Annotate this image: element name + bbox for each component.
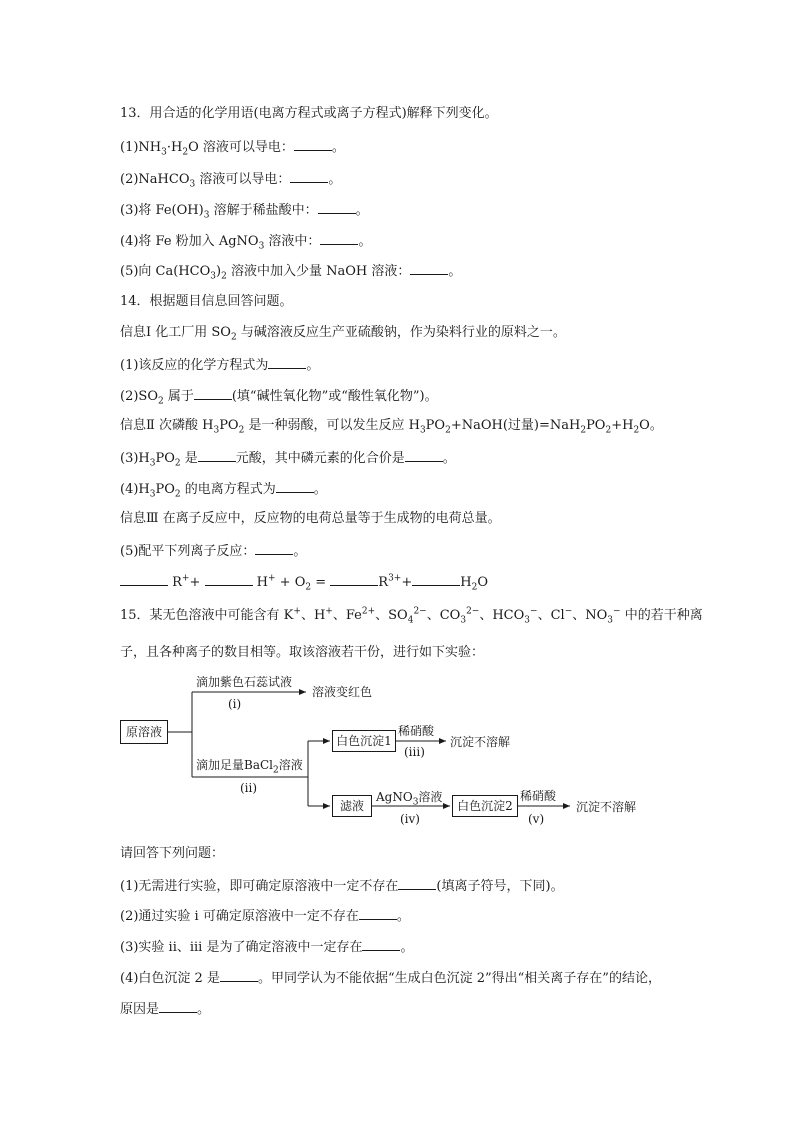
q14-info1: 信息Ⅰ 化工厂用 $SO_2$ 与碱溶液反应生产亚硫酸钠，作为染料行业的原料之一。 [120,325,566,343]
answer-blank[interactable] [255,542,293,555]
turns-red-label: 溶液变红色 [312,685,373,699]
answer-blank[interactable] [276,480,314,493]
q14-part1: (1)该反应的化学方程式为 。 [120,358,320,373]
answer-blank[interactable] [405,449,443,462]
answer-blank[interactable] [318,201,356,214]
insoluble-1-label: 沉淀不溶解 [450,735,511,749]
white-precipitate-2-box: 白色沉淀2 [452,795,518,817]
answer-blank[interactable] [220,969,258,982]
answer-blank[interactable] [294,138,332,151]
answer-blank[interactable] [398,877,436,890]
answer-blank[interactable] [290,170,328,183]
step-i-label: (i) [228,697,242,711]
q13-part4: (4)将 Fe 粉加入 AgNO$_3$ 溶液中： 。 [120,234,372,252]
add-litmus-label: 滴加紫色石蕊试液 [196,675,293,689]
answer-blank[interactable] [330,573,378,586]
q15-part4-line2: 原因是 。 [120,1002,211,1017]
q14-info3: 信息Ⅲ 在离子反应中，反应物的电荷总量等于生成物的电荷总量。 [120,511,501,526]
q15-ask: 请回答下列问题： [120,846,225,861]
q14-part4: $(4)H_3PO_2$ 的电离方程式为 。 [120,482,327,500]
answer-blank[interactable] [194,387,232,400]
answer-blank[interactable] [412,573,460,586]
q13-part2: (2)NaHCO$_3$ 溶液可以导电： 。 [120,172,342,190]
agno3-solution-label: AgNO$_3$溶液 [376,790,443,808]
q15-stem-line1: 15．某无色溶液中可能含有 K+、H+、$Fe^{2+}$、$SO_4^{2-}$、$CO_3^{2-}$、$HCO_3^-$、Cl−、$NO_3^-$ 中的若干种离 [120,606,703,626]
dilute-nitric-acid-2-label: 稀硝酸 [520,789,557,803]
q14-part3: $(3)H_3PO_2$ 是 元酸，其中磷元素的化合价是 。 [120,451,456,469]
add-bacl2-label: 滴加足量BaCl$_2$溶液 [196,758,303,776]
answer-blank[interactable] [359,907,397,920]
q15-part2: (2)通过实验 i 可确定原溶液中一定不存在 。 [120,909,410,924]
answer-blank[interactable] [268,356,306,369]
answer-blank[interactable] [410,262,448,275]
q14-info2: 信息Ⅱ 次磷酸 $H_3PO_2$ 是一种弱酸，可以发生反应 $H_3PO_2+NaOH$(过量)$=NaH_2PO_2+H_2O$。 [120,418,663,436]
q13-part3: (3)将 $Fe(OH)_3$ 溶解于稀盐酸中： 。 [120,203,369,221]
answer-blank[interactable] [120,573,168,586]
answer-blank[interactable] [205,573,253,586]
step-ii-label: (ii) [240,781,258,795]
q13-part5: (5)向 $Ca(HCO_3)_2$ 溶液中加入少量 NaOH 溶液： 。 [120,264,462,282]
step-v-label: (v) [528,812,545,826]
q14-part2: $(2)SO_2$ 属于 (填“碱性氧化物”或“酸性氧化物”)。 [120,389,438,407]
q15-part4-line1: (4)白色沉淀 2 是 。甲同学认为不能依据“生成白色沉淀 2”得出“相关离子存在”的结论， [120,971,661,986]
original-solution-box: 原溶液 [120,720,168,744]
q15-part3: (3)实验 ii、iii 是为了确定溶液中一定存在 。 [120,940,414,955]
q13-stem: 13．用合适的化学用语(电离方程式或离子方程式)解释下列变化。 [120,106,498,121]
answer-blank[interactable] [320,232,358,245]
white-precipitate-1-box: 白色沉淀1 [332,730,396,752]
answer-blank[interactable] [159,1000,197,1013]
dilute-nitric-acid-1-label: 稀硝酸 [398,724,435,738]
insoluble-2-label: 沉淀不溶解 [576,800,637,814]
step-iv-label: (iv) [400,812,420,826]
q15-stem-line2: 子，且各种离子的数目相等。取该溶液若干份，进行如下实验： [120,645,485,660]
answer-blank[interactable] [362,938,400,951]
q14-stem: 14．根据题目信息回答问题。 [120,294,293,309]
q14-part5: (5)配平下列离子反应： 。 [120,544,307,559]
filtrate-box: 滤液 [332,795,372,817]
q13-part1: $(1)NH_3\cdot H_2O$ 溶液可以导电： 。 [120,140,345,158]
answer-blank[interactable] [198,449,236,462]
step-iii-label: (iii) [404,745,425,759]
q15-part1: (1)无需进行实验，即可确定原溶液中一定不存在 (填离子符号，下同)。 [120,879,564,894]
q14-equation: $R^++ H^+ + O_2 = R^{3+}+ H_2O$ [120,573,488,591]
